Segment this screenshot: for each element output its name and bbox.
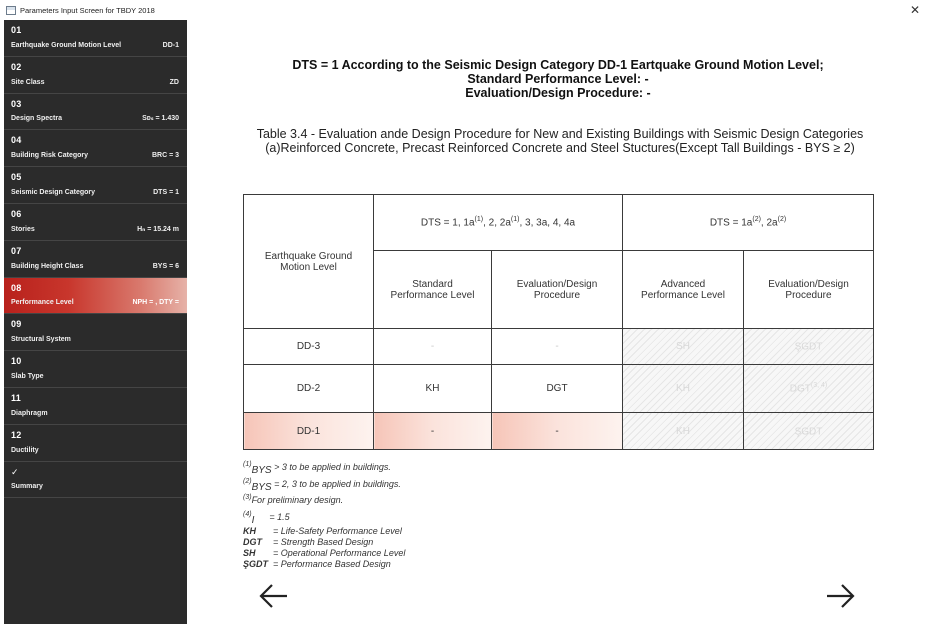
group-header-2 [623,195,874,251]
sidebar-item-label: Structural System [11,336,71,344]
group1-sup-1: (1) [474,216,484,224]
sidebar-item-value: Hₙ = 15.24 m [137,225,179,233]
footnote [243,460,405,477]
sidebar-item-number: 09 [11,319,22,330]
heading-line-2: Standard Performance Level: - [467,72,649,86]
legend-text: = Performance Based Design [273,558,391,569]
group1-a: DTS = 1, 1a [420,217,475,229]
footnote-marker: (1) [243,461,252,468]
footnote-subject: I [251,514,255,526]
sidebar-item-value: NPH = , DTY = [132,299,179,307]
sidebar-item-number: 04 [11,135,22,146]
footnote-marker: (4) [243,510,252,518]
footnote-text: = 1.5 [254,511,290,522]
advanced-performance-cell: KH [623,413,744,450]
advanced-evaluation-cell [744,413,874,450]
group2-sup-2: (2) [777,216,787,224]
table-caption [235,128,885,155]
sidebar-item-number: 06 [11,208,22,219]
sidebar-item-number: 08 [11,282,22,293]
sidebar-item-summary[interactable] [4,462,187,499]
row-header-cell [244,195,374,329]
group1-c: , 3, 3a, 4, 4a [519,217,576,229]
sidebar-item-label: Earthquake Ground Motion Level [11,41,122,49]
sidebar-item-number: 12 [11,429,22,440]
group2-b: , 2a [760,217,778,229]
title-bar [0,0,929,20]
advanced-evaluation-value: ŞGDT [794,341,823,353]
close-button[interactable]: ✕ [909,3,921,17]
sidebar-item-09[interactable] [4,314,187,351]
sidebar-item-12[interactable] [4,425,187,462]
footnote-subject: BYS [251,481,272,493]
sidebar-item-value: ZD [169,78,179,86]
sidebar-item-number: 03 [11,98,22,109]
sidebar-item-number: 01 [11,25,22,35]
legend-text: = Life-Safety Performance Level [273,526,402,537]
footnote [243,510,405,527]
footnote [243,493,405,510]
evaluation-cell: - [492,329,623,365]
level-cell: DD-2 [244,365,374,413]
col-header-advanced-performance [623,251,744,329]
group2-a: DTS = 1a [709,217,753,229]
col2-label: Evaluation/Design Procedure [516,278,598,301]
app-icon [6,6,16,15]
table-caption-line-2: (a)Reinforced Concrete, Precast Reinforced Concrete and Steel Stuctures(Except Tall Buildings - BYS ≥ 2) [265,140,855,155]
table-row [244,365,874,413]
sidebar-item-label: Summary [11,483,43,491]
col1-label: Standard Performance Level [390,278,475,301]
group1-sup-2: (1) [510,216,520,224]
main-content [187,20,929,624]
sidebar-item-label: Building Risk Category [11,152,89,160]
legend-entry [243,548,405,559]
sidebar-item-08[interactable] [4,278,187,315]
sidebar-item-number: 05 [11,172,22,183]
sidebar-item-06[interactable] [4,204,187,241]
sidebar-item-11[interactable] [4,388,187,425]
sidebar-item-number: ✓ [11,466,19,477]
procedure-table [243,194,874,450]
sidebar-item-number: 10 [11,356,22,367]
standard-performance-cell: - [374,329,492,365]
sidebar-item-07[interactable] [4,241,187,278]
row-header-label: Earthquake Ground Motion Level [264,250,353,273]
window-title: Parameters Input Screen for TBDY 2018 [20,5,155,15]
footnote-marker: (2) [243,477,252,485]
sidebar-item-value: Sᴅₛ = 1.430 [142,115,179,123]
advanced-evaluation-value: ŞGDT [794,426,823,438]
level-cell: DD-1 [244,413,374,450]
advanced-evaluation-value: DGT [789,383,811,395]
sidebar-item-label: Building Height Class [11,262,84,270]
sidebar-item-01[interactable] [4,20,187,57]
level-cell: DD-3 [244,329,374,365]
sidebar-item-04[interactable] [4,130,187,167]
footnote-text: = 2, 3 to be applied in buildings. [271,478,401,489]
footnote-text: > 3 to be applied in buildings. [271,462,391,472]
sidebar-item-value: DTS = 1 [153,188,179,196]
col-header-evaluation-2 [744,251,874,329]
sidebar-item-value: BYS = 6 [152,262,179,270]
table-caption-line-1: Table 3.4 - Evaluation ande Design Procedure for New and Existing Buildings with Seismic Design Categories [256,127,864,141]
col4-label: Evaluation/Design Procedure [768,278,849,301]
legend-entry [243,537,405,548]
legend-key: KH [243,526,256,537]
standard-performance-cell: - [374,413,492,450]
col-header-evaluation-1 [492,251,623,329]
footnote-marker: (3) [243,494,252,502]
evaluation-cell: - [492,413,623,450]
footnote [243,477,405,494]
sidebar-item-02[interactable] [4,57,187,94]
heading-line-3: Evaluation/Design Procedure: - [465,86,651,100]
col3-label: Advanced Performance Level [641,278,725,301]
sidebar-item-03[interactable] [4,94,187,131]
heading-line-1: DTS = 1 According to the Seismic Design Category DD-1 Eartquake Ground Motion Level; [292,58,824,72]
advanced-evaluation-sup: (3, 4) [810,382,828,390]
sidebar-item-10[interactable] [4,351,187,388]
evaluation-cell: DGT [492,365,623,413]
group-header-1 [374,195,623,251]
page-heading [187,58,929,100]
footnote-subject: BYS [251,464,272,476]
legend-text: = Strength Based Design [273,537,374,548]
group1-b: , 2, 2a [483,217,511,229]
group2-sup-1: (2) [752,216,761,224]
sidebar-item-label: Performance Level [11,299,74,307]
table-row [244,413,874,450]
sidebar-item-label: Diaphragm [11,409,48,417]
back-arrow-icon[interactable] [257,582,291,610]
sidebar-item-label: Stories [11,225,35,233]
table-row [244,329,874,365]
sidebar-item-label: Design Spectra [11,115,62,123]
sidebar [4,20,187,624]
sidebar-item-number: 11 [11,392,21,403]
sidebar-item-05[interactable] [4,167,187,204]
sidebar-item-value: BRC = 3 [151,152,179,160]
sidebar-item-number: 02 [11,61,22,72]
advanced-performance-cell: KH [623,365,744,413]
sidebar-item-label: Seismic Design Category [11,188,96,196]
sidebar-item-label: Site Class [11,78,45,86]
advanced-evaluation-cell [744,329,874,365]
sidebar-item-label: Ductility [11,446,39,454]
advanced-evaluation-cell [744,365,874,413]
sidebar-item-number: 07 [11,245,22,256]
legend-text: = Operational Performance Level [273,547,406,558]
sidebar-item-value: DD-1 [162,41,179,49]
footnotes [243,460,405,570]
legend-entry [243,559,405,570]
legend-key: ŞGDT [243,558,269,569]
advanced-performance-cell: SH [623,329,744,365]
standard-performance-cell: KH [374,365,492,413]
legend-entry [243,526,405,537]
legend-key: DGT [243,537,262,548]
col-header-standard-performance [374,251,492,329]
legend-key: SH [243,547,256,558]
next-arrow-icon[interactable] [823,582,857,610]
sidebar-item-label: Slab Type [11,372,44,380]
footnote-text: For preliminary design. [251,495,344,506]
